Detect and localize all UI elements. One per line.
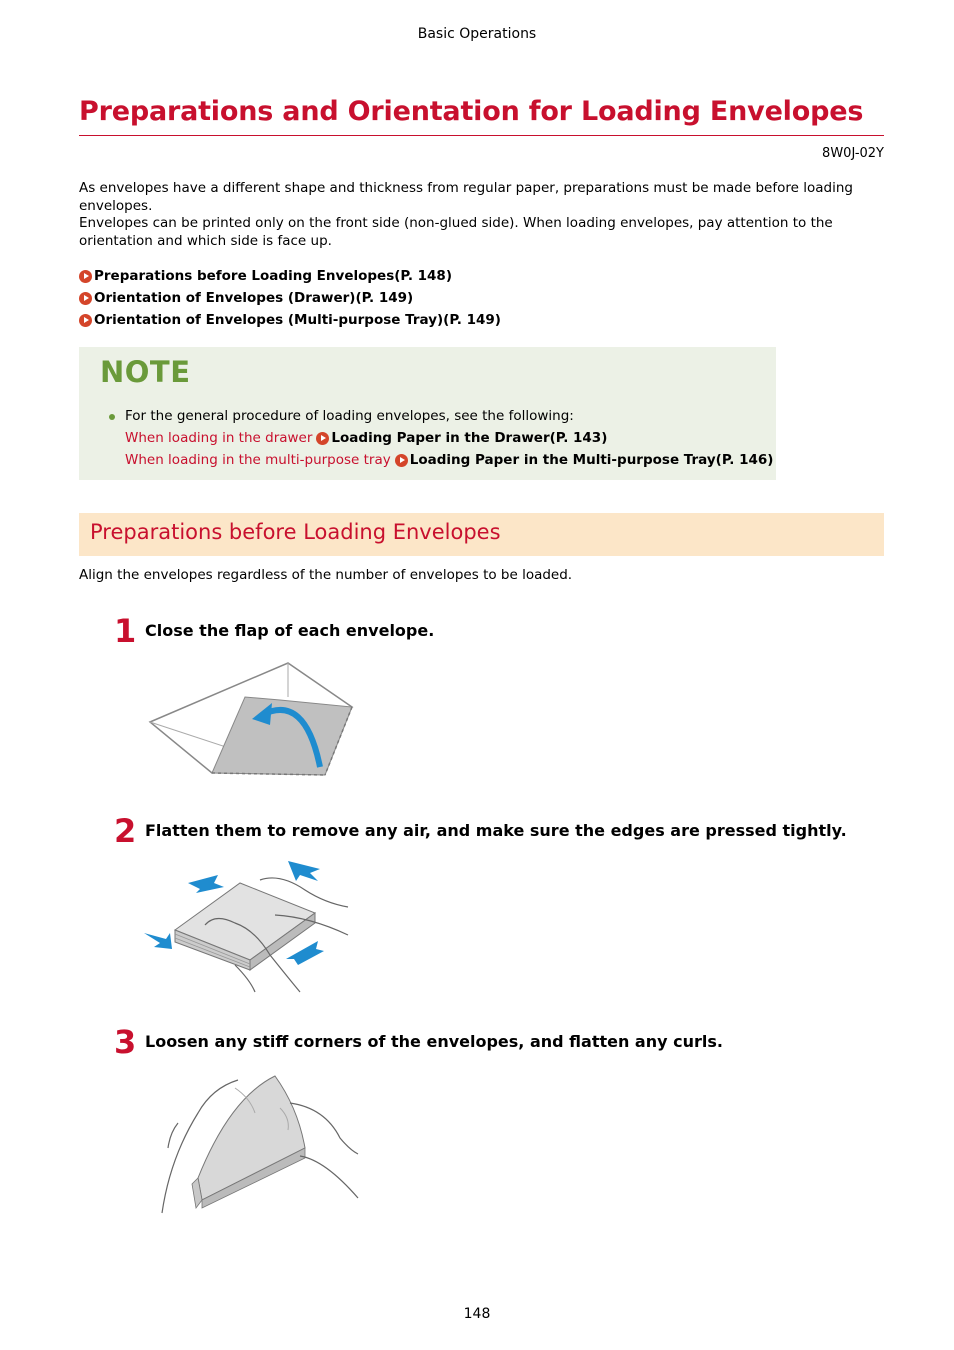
toc-link-orientation-tray[interactable]	[79, 312, 501, 328]
envelope-flap-illustration	[140, 655, 365, 785]
toc-link-preparations[interactable]	[79, 268, 452, 284]
loosen-corners-illustration	[140, 1068, 365, 1218]
intro-line: envelopes.	[79, 197, 153, 214]
document-id: 8W0J-02Y	[822, 146, 884, 161]
arrow-circle-icon	[79, 270, 92, 283]
step-number: 2	[114, 812, 137, 850]
page-number: 148	[463, 1306, 491, 1322]
step-number: 1	[114, 612, 137, 650]
step-text: Loosen any stiff corners of the envelopes, and flatten any curls.	[145, 1032, 723, 1051]
step-number: 3	[114, 1023, 137, 1061]
page-title: Preparations and Orientation for Loading Envelopes	[79, 96, 864, 127]
arrow-circle-icon	[79, 292, 92, 305]
step-text: Close the flap of each envelope.	[145, 621, 435, 640]
toc-link-label: Orientation of Envelopes (Drawer)(P. 149)	[94, 290, 414, 306]
intro-line: orientation and which side is face up.	[79, 232, 332, 249]
note-link-tray[interactable]: Loading Paper in the Multi-purpose Tray(P. 146)	[409, 452, 774, 468]
arrow-circle-icon	[395, 454, 408, 467]
note-title: NOTE	[100, 355, 191, 389]
note-item-tray	[125, 452, 773, 468]
arrow-circle-icon	[79, 314, 92, 327]
note-item-label: When loading in the multi-purpose tray	[125, 452, 391, 468]
note-item-drawer	[125, 430, 607, 446]
note-link-drawer[interactable]: Loading Paper in the Drawer(P. 143)	[331, 430, 608, 446]
arrow-circle-icon	[316, 432, 329, 445]
toc-link-orientation-drawer[interactable]	[79, 290, 413, 306]
running-header: Basic Operations	[417, 26, 537, 42]
intro-line: Envelopes can be printed only on the front side (non-glued side). When loading envelopes, pay attention to the	[79, 215, 833, 231]
section-intro: Align the envelopes regardless of the number of envelopes to be loaded.	[79, 567, 573, 583]
flatten-envelopes-illustration	[140, 855, 355, 995]
bullet-dot	[109, 414, 115, 420]
note-bullet-text: For the general procedure of loading envelopes, see the following:	[125, 408, 574, 424]
intro-paragraph-2	[79, 215, 884, 250]
toc-link-label: Orientation of Envelopes (Multi-purpose Tray)(P. 149)	[94, 312, 501, 328]
intro-line: As envelopes have a different shape and thickness from regular paper, preparations must be made before loading	[79, 180, 853, 196]
section-title: Preparations before Loading Envelopes	[90, 520, 501, 544]
intro-paragraph-1	[79, 180, 884, 215]
step-text: Flatten them to remove any air, and make sure the edges are pressed tightly.	[145, 821, 847, 840]
toc-link-label: Preparations before Loading Envelopes(P. 148)	[94, 268, 452, 284]
note-item-label: When loading in the drawer	[125, 430, 313, 446]
title-divider	[79, 135, 884, 136]
